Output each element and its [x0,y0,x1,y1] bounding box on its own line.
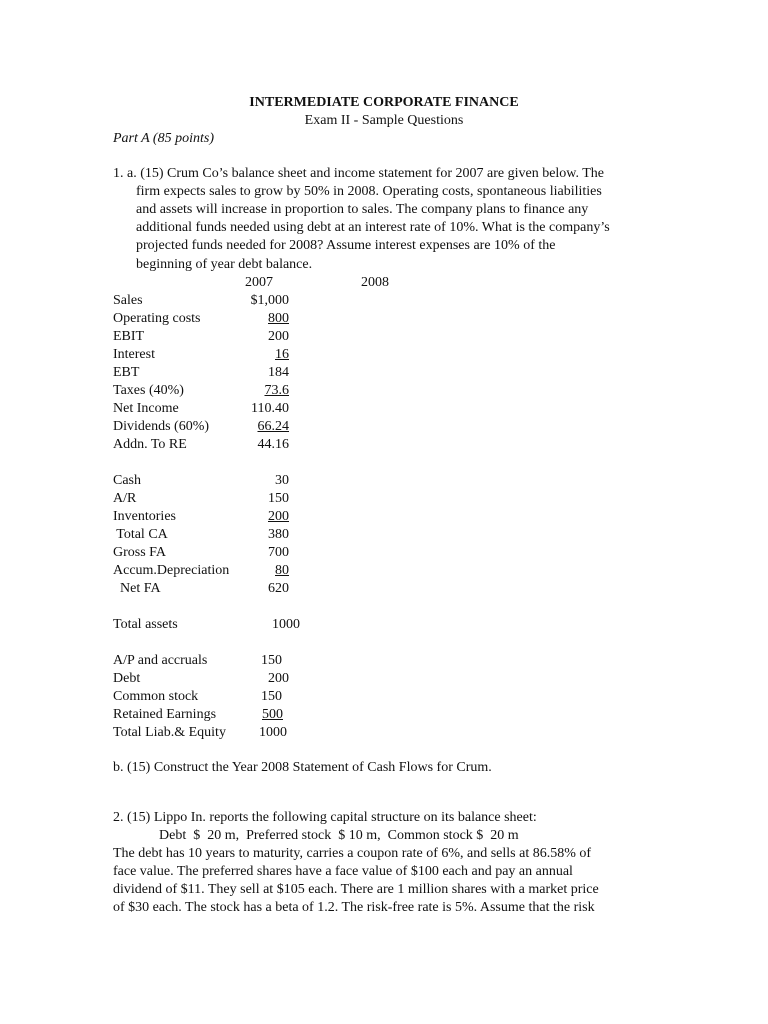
table-row [113,364,413,382]
row-label: Cash [113,473,141,488]
row-label: Gross FA [113,545,167,560]
q1-text-line: 1. a. (15) Crum Co’s balance sheet and income statement for 2007 are given below. The [113,166,605,181]
row-label: Total assets [113,617,178,632]
row-label: Net FA [113,581,161,596]
table-row [113,436,413,454]
row-label: Sales [113,293,143,308]
q2-text-line: dividend of $11. They sell at $105 each. There are 1 million shares with a market price [113,882,599,897]
table-row [113,670,413,688]
row-label: Taxes (40%) [113,383,184,398]
row-label: Debt [113,671,141,686]
table-row [113,580,413,598]
row-value: 184 [268,365,289,380]
table-row [113,418,413,436]
row-label: A/P and accruals [113,653,208,668]
row-value: 800 [268,311,289,326]
row-value: 700 [268,545,289,560]
row-value: 110.40 [251,401,289,416]
row-label: Accum.Depreciation [113,563,230,578]
row-value: 200 [268,509,289,524]
row-label: Retained Earnings [113,707,217,722]
table-row [113,562,413,580]
row-value: 73.6 [264,383,289,398]
row-value: 150 [268,491,289,506]
total-assets-row [113,616,413,634]
table-row [113,472,413,490]
row-label: Total CA [113,527,168,542]
row-label: EBT [113,365,140,380]
row-value: 150 [261,689,282,704]
row-value: 1000 [259,725,287,740]
table-row [113,652,413,670]
row-value: 80 [275,563,289,578]
q2-text-line: The debt has 10 years to maturity, carries a coupon rate of 6%, and sells at 86.58% of [113,846,592,861]
q2-intro: 2. (15) Lippo In. reports the following capital structure on its balance sheet: [113,810,537,825]
row-value: 30 [275,473,289,488]
row-value: 620 [268,581,289,596]
table-row [113,544,413,562]
q1-text-line: projected funds needed for 2008? Assume interest expenses are 10% of the [136,238,556,253]
row-label: Operating costs [113,311,201,326]
page-subtitle: Exam II - Sample Questions [304,113,464,128]
row-label: Addn. To RE [113,437,187,452]
q1-text-line: firm expects sales to grow by 50% in 2008. Operating costs, spontaneous liabilities [136,184,602,199]
q1-text-line: beginning of year debt balance. [136,257,313,272]
row-value: $1,000 [250,293,289,308]
row-value: 1000 [272,617,300,632]
row-value: 200 [268,329,289,344]
row-value: 16 [275,347,289,362]
row-value: 500 [262,707,283,722]
q2-text-line: face value. The preferred shares have a face value of $100 each and pay an annual [113,864,573,879]
table-row [113,400,413,418]
q1-text-line: additional funds needed using debt at an interest rate of 10%. What is the company’s [136,220,610,235]
q1-text-line: and assets will increase in proportion to sales. The company plans to finance any [136,202,589,217]
column-header-2007: 2007 [245,275,273,290]
table-row [113,526,413,544]
column-header-2008: 2008 [361,275,389,290]
row-label: Total Liab.& Equity [113,725,226,740]
table-row [113,328,413,346]
part-heading: Part A (85 points) [113,131,214,146]
row-value: 66.24 [257,419,289,434]
table-row [113,310,413,328]
table-row [113,688,413,706]
row-label: Interest [113,347,155,362]
row-label: Inventories [113,509,176,524]
row-label: EBIT [113,329,145,344]
table-row [113,724,413,742]
table-row [113,346,413,364]
row-label: A/R [113,491,137,506]
table-row [113,292,413,310]
q1-part-b: b. (15) Construct the Year 2008 Statement of Cash Flows for Crum. [113,760,492,775]
row-value: 380 [268,527,289,542]
row-label: Dividends (60%) [113,419,210,434]
row-value: 150 [261,653,282,668]
table-row [113,508,413,526]
page-title: INTERMEDIATE CORPORATE FINANCE [249,95,519,110]
table-row [113,490,413,508]
row-label: Common stock [113,689,199,704]
row-value: 200 [268,671,289,686]
table-row [113,706,413,724]
q2-text-line: of $30 each. The stock has a beta of 1.2. The risk-free rate is 5%. Assume that the risk [113,900,595,915]
row-label: Net Income [113,401,179,416]
row-value: 44.16 [257,437,289,452]
table-row [113,382,413,400]
q2-capital-structure: Debt $ 20 m, Preferred stock $ 10 m, Common stock $ 20 m [159,828,519,843]
